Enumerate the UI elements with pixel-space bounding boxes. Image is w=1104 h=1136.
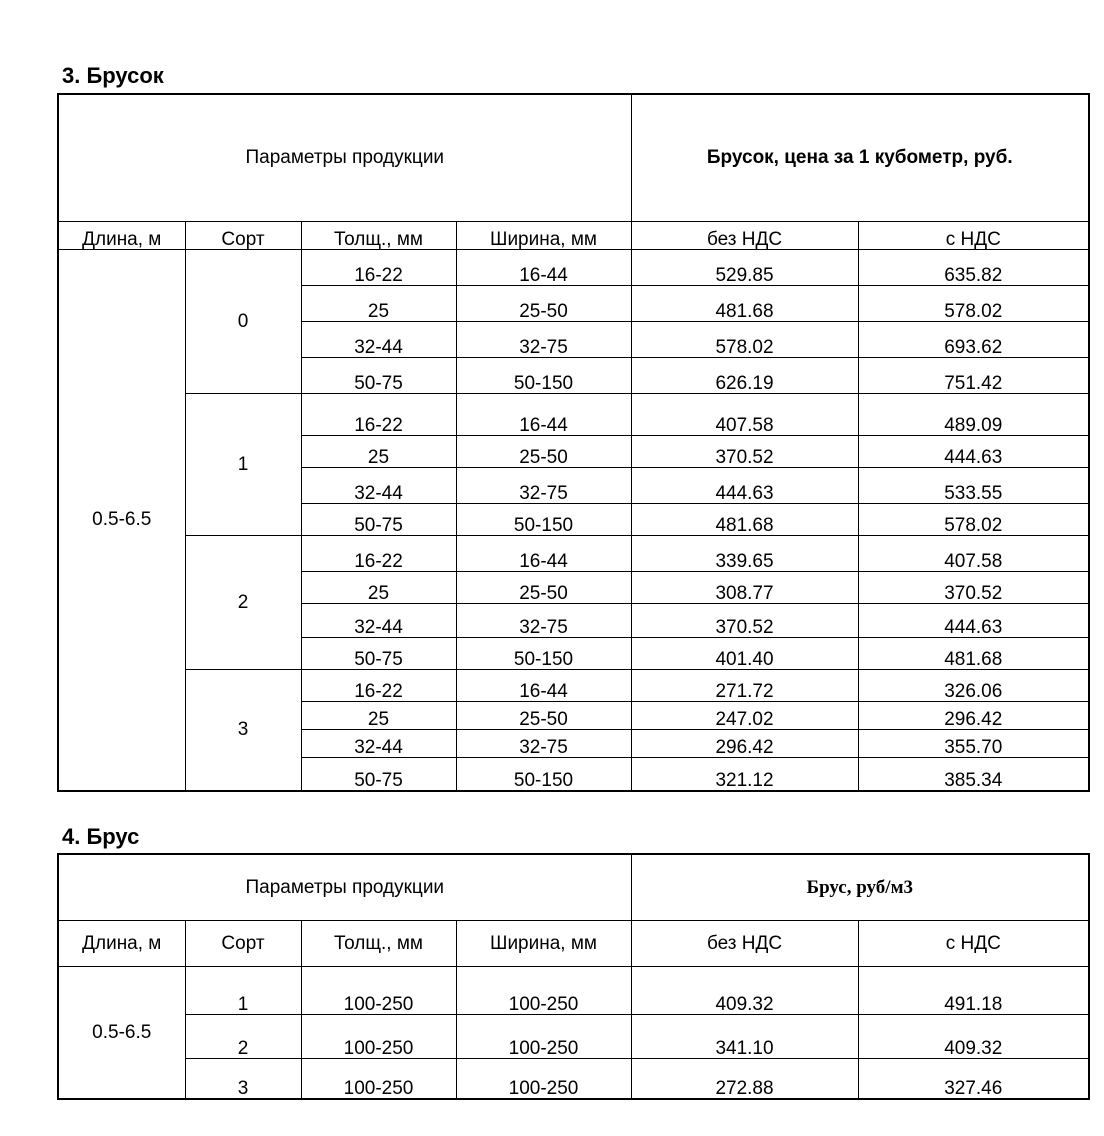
width-cell: 100-250	[456, 1058, 631, 1099]
table-row	[58, 1014, 1089, 1058]
price-no-vat-cell: 321.12	[631, 757, 858, 791]
price-with-vat-cell: 693.62	[858, 321, 1089, 357]
price-header: Брус, руб/м3	[631, 854, 1089, 920]
price-no-vat-cell: 272.88	[631, 1058, 858, 1099]
price-with-vat-cell: 326.06	[858, 669, 1089, 701]
price-no-vat-cell: 370.52	[631, 603, 858, 637]
width-cell: 50-150	[456, 357, 631, 393]
thickness-cell: 50-75	[301, 637, 456, 669]
col-header-no-vat: без НДС	[631, 221, 858, 249]
price-no-vat-cell: 271.72	[631, 669, 858, 701]
thickness-cell: 25	[301, 571, 456, 603]
price-with-vat-cell: 578.02	[858, 503, 1089, 535]
thickness-cell: 32-44	[301, 603, 456, 637]
width-cell: 100-250	[456, 966, 631, 1014]
thickness-cell: 50-75	[301, 357, 456, 393]
length-cell: 0.5-6.5	[58, 966, 185, 1099]
price-with-vat-cell: 578.02	[858, 285, 1089, 321]
width-cell: 25-50	[456, 285, 631, 321]
price-with-vat-cell: 533.55	[858, 467, 1089, 503]
width-cell: 100-250	[456, 1014, 631, 1058]
params-header: Параметры продукции	[58, 854, 631, 920]
price-no-vat-cell: 247.02	[631, 701, 858, 729]
thickness-cell: 50-75	[301, 503, 456, 535]
price-no-vat-cell: 409.32	[631, 966, 858, 1014]
thickness-cell: 32-44	[301, 321, 456, 357]
col-header-no-vat: без НДС	[631, 920, 858, 966]
thickness-cell: 16-22	[301, 535, 456, 571]
thickness-cell: 25	[301, 285, 456, 321]
price-no-vat-cell: 626.19	[631, 357, 858, 393]
price-with-vat-cell: 444.63	[858, 435, 1089, 467]
col-header-length: Длина, м	[58, 221, 185, 249]
price-with-vat-cell: 296.42	[858, 701, 1089, 729]
col-header-thickness: Толщ., мм	[301, 920, 456, 966]
price-no-vat-cell: 370.52	[631, 435, 858, 467]
price-no-vat-cell: 341.10	[631, 1014, 858, 1058]
price-no-vat-cell: 308.77	[631, 571, 858, 603]
table-row	[58, 669, 1089, 701]
price-no-vat-cell: 407.58	[631, 393, 858, 435]
width-cell: 50-150	[456, 503, 631, 535]
width-cell: 25-50	[456, 571, 631, 603]
width-cell: 16-44	[456, 393, 631, 435]
thickness-cell: 100-250	[301, 1058, 456, 1099]
price-no-vat-cell: 578.02	[631, 321, 858, 357]
price-with-vat-cell: 444.63	[858, 603, 1089, 637]
price-with-vat-cell: 407.58	[858, 535, 1089, 571]
col-header-with-vat: с НДС	[858, 920, 1089, 966]
grade-cell: 1	[185, 966, 301, 1014]
col-header-grade: Сорт	[185, 920, 301, 966]
width-cell: 32-75	[456, 467, 631, 503]
width-cell: 25-50	[456, 701, 631, 729]
price-no-vat-cell: 296.42	[631, 729, 858, 757]
price-with-vat-cell: 491.18	[858, 966, 1089, 1014]
thickness-cell: 32-44	[301, 729, 456, 757]
width-cell: 16-44	[456, 669, 631, 701]
brusok-price-table	[57, 93, 1090, 792]
price-no-vat-cell: 481.68	[631, 285, 858, 321]
col-header-width: Ширина, мм	[456, 221, 631, 249]
price-with-vat-cell: 409.32	[858, 1014, 1089, 1058]
price-with-vat-cell: 327.46	[858, 1058, 1089, 1099]
thickness-cell: 16-22	[301, 393, 456, 435]
price-with-vat-cell: 635.82	[858, 249, 1089, 285]
price-no-vat-cell: 444.63	[631, 467, 858, 503]
price-with-vat-cell: 489.09	[858, 393, 1089, 435]
thickness-cell: 50-75	[301, 757, 456, 791]
grade-cell: 0	[185, 249, 301, 393]
grade-cell: 3	[185, 669, 301, 791]
grade-cell: 3	[185, 1058, 301, 1099]
col-header-width: Ширина, мм	[456, 920, 631, 966]
width-cell: 50-150	[456, 757, 631, 791]
width-cell: 25-50	[456, 435, 631, 467]
table-row	[58, 966, 1089, 1014]
thickness-cell: 16-22	[301, 249, 456, 285]
width-cell: 32-75	[456, 321, 631, 357]
table-row	[58, 535, 1089, 571]
width-cell: 32-75	[456, 729, 631, 757]
thickness-cell: 16-22	[301, 669, 456, 701]
grade-cell: 2	[185, 535, 301, 669]
thickness-cell: 32-44	[301, 467, 456, 503]
table-row	[58, 393, 1089, 435]
price-no-vat-cell: 339.65	[631, 535, 858, 571]
thickness-cell: 100-250	[301, 1014, 456, 1058]
price-with-vat-cell: 385.34	[858, 757, 1089, 791]
price-no-vat-cell: 401.40	[631, 637, 858, 669]
brus-price-table	[57, 853, 1090, 1100]
col-header-thickness: Толщ., мм	[301, 221, 456, 249]
section-title-brus: 4. Брус	[62, 824, 140, 849]
width-cell: 32-75	[456, 603, 631, 637]
price-with-vat-cell: 751.42	[858, 357, 1089, 393]
price-with-vat-cell: 481.68	[858, 637, 1089, 669]
price-with-vat-cell: 355.70	[858, 729, 1089, 757]
section-title-brusok: 3. Брусок	[62, 63, 164, 88]
price-header: Брусок, цена за 1 кубометр, руб.	[631, 94, 1089, 221]
thickness-cell: 25	[301, 701, 456, 729]
brusok-table-body	[58, 249, 1089, 791]
thickness-cell: 25	[301, 435, 456, 467]
grade-cell: 1	[185, 393, 301, 535]
col-header-grade: Сорт	[185, 221, 301, 249]
length-cell: 0.5-6.5	[58, 249, 185, 791]
brus-table-body	[58, 966, 1089, 1099]
price-no-vat-cell: 481.68	[631, 503, 858, 535]
params-header: Параметры продукции	[58, 94, 631, 221]
table-row	[58, 1058, 1089, 1099]
width-cell: 16-44	[456, 249, 631, 285]
table-row	[58, 249, 1089, 285]
price-no-vat-cell: 529.85	[631, 249, 858, 285]
price-with-vat-cell: 370.52	[858, 571, 1089, 603]
width-cell: 50-150	[456, 637, 631, 669]
col-header-length: Длина, м	[58, 920, 185, 966]
thickness-cell: 100-250	[301, 966, 456, 1014]
grade-cell: 2	[185, 1014, 301, 1058]
col-header-with-vat: с НДС	[858, 221, 1089, 249]
width-cell: 16-44	[456, 535, 631, 571]
